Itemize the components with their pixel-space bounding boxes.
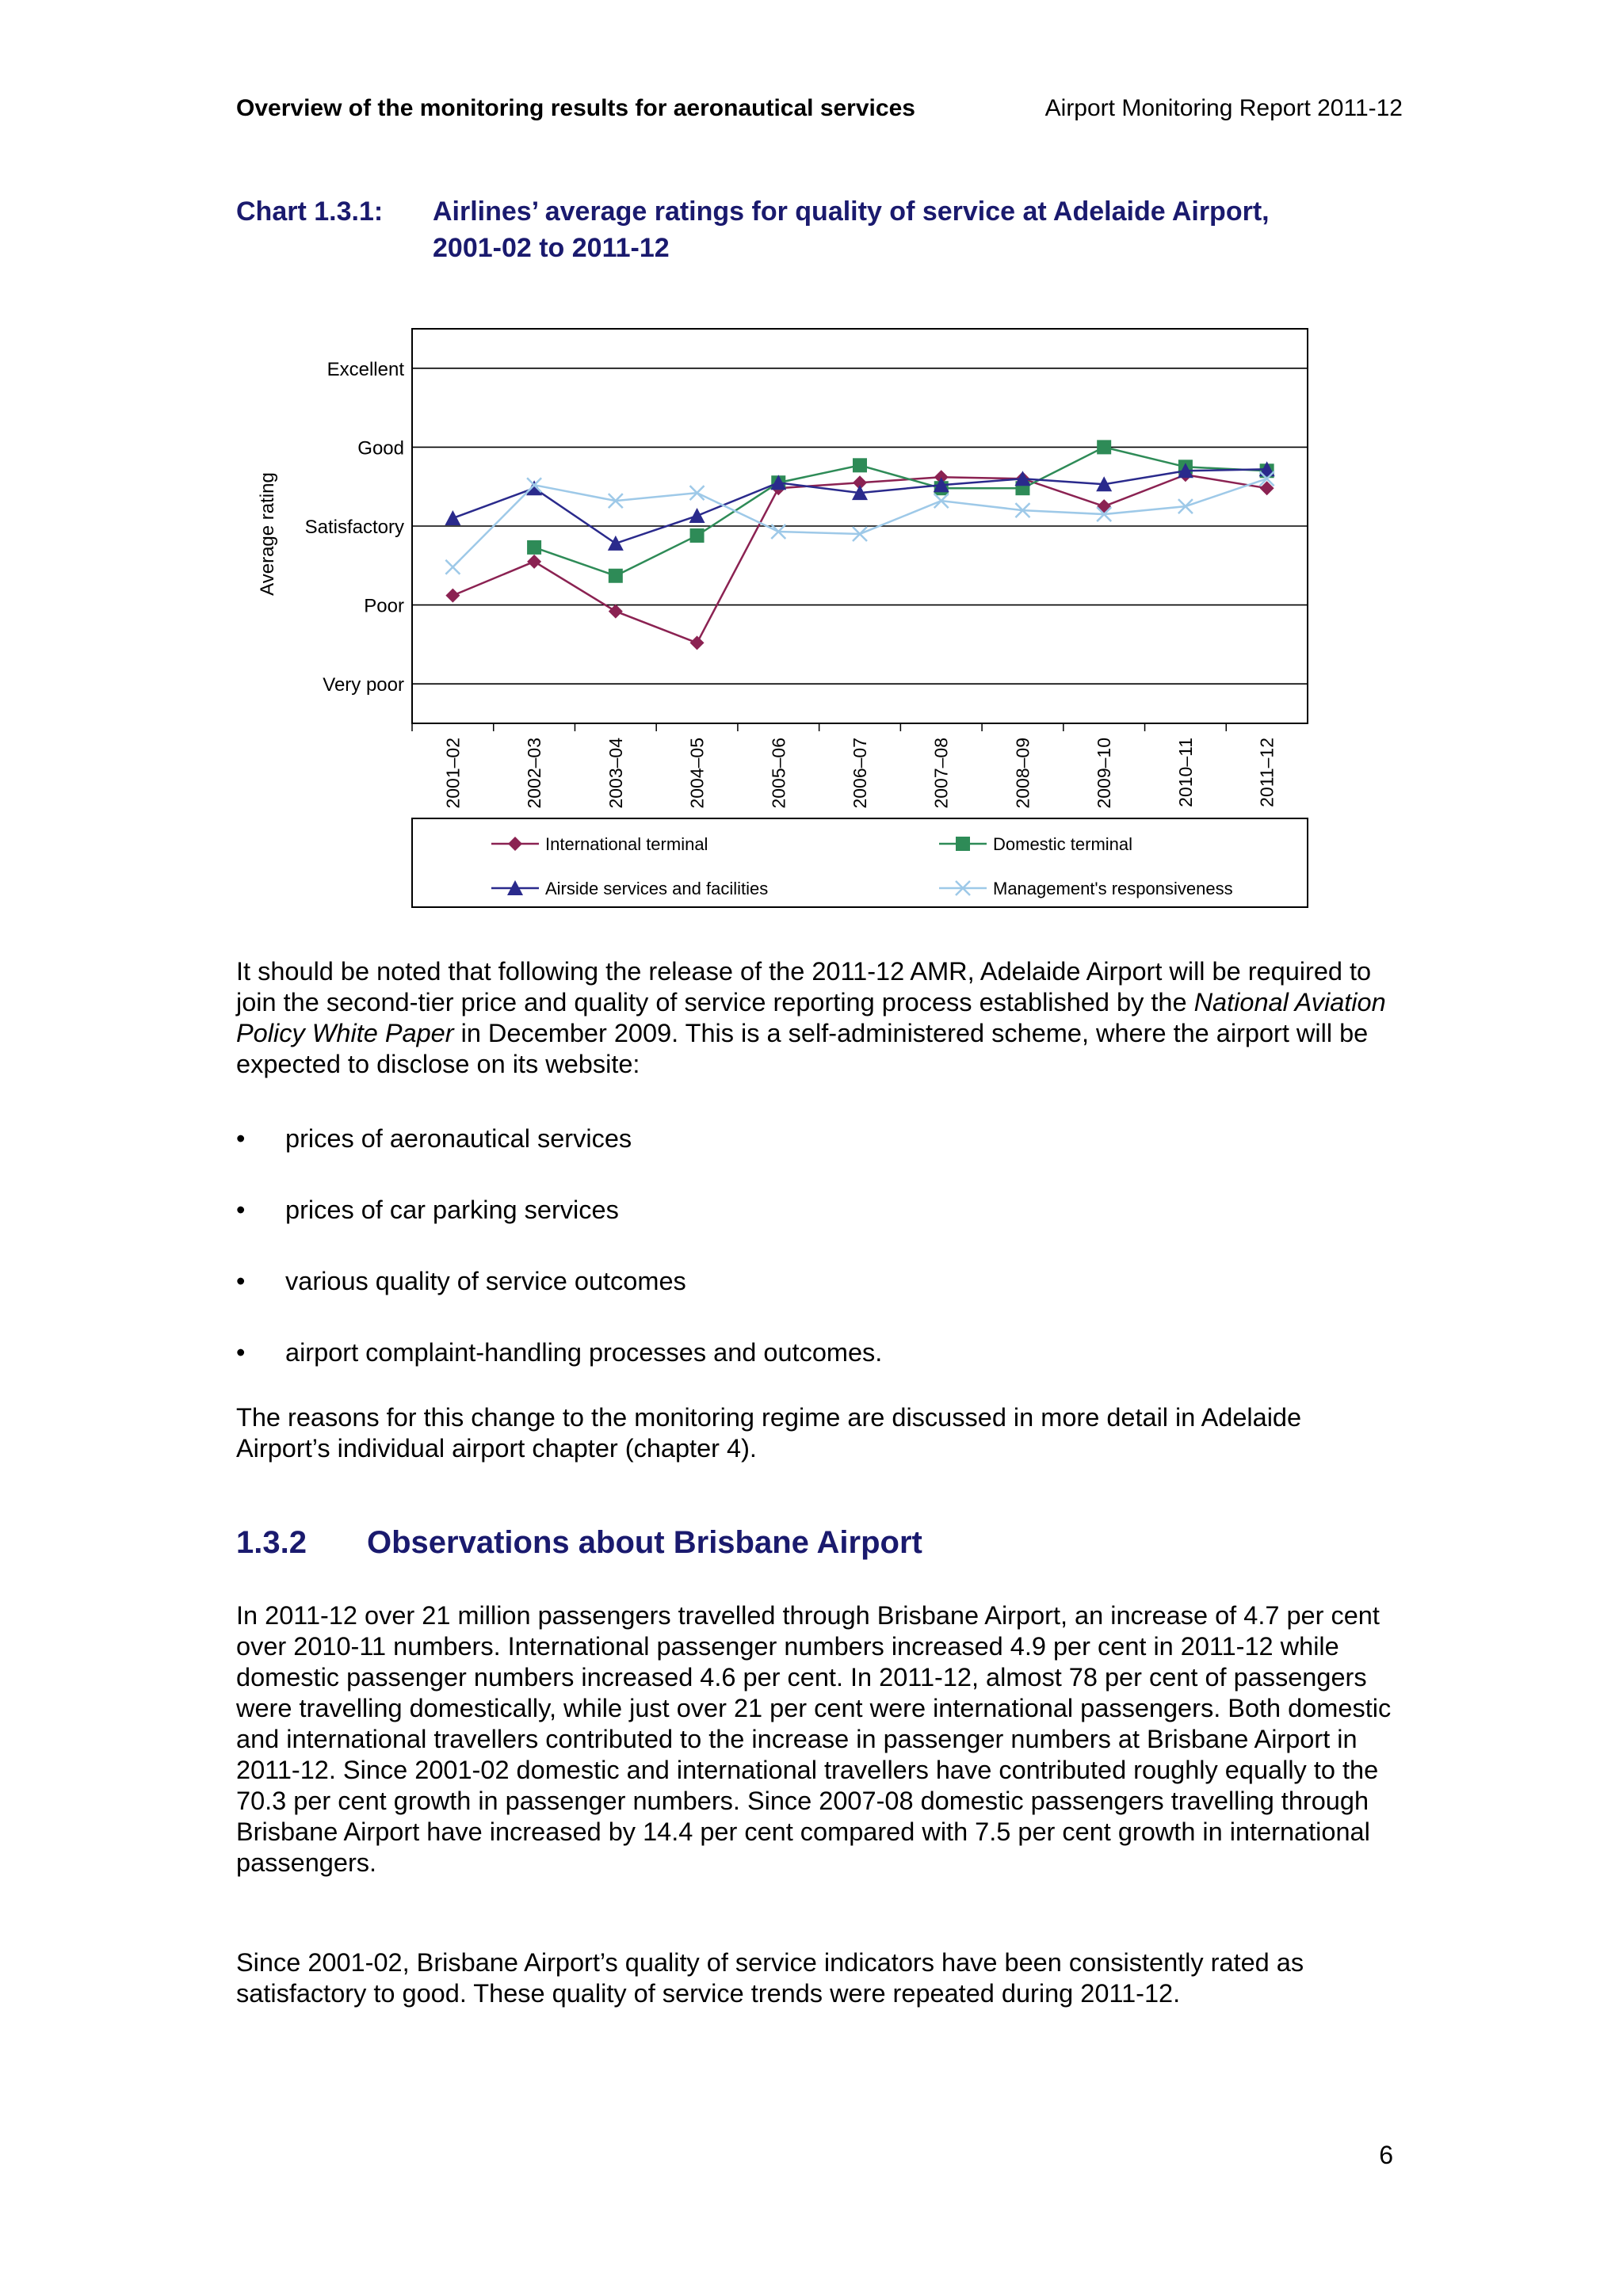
bullet-text: various quality of service outcomes [285,1267,686,1295]
paragraph1-italic: National Aviation Policy White Paper [236,988,1386,1047]
bullet-dot: • [236,1338,246,1367]
legend-label: Management's responsiveness [993,879,1233,898]
paragraph-brisbane-quality: Since 2001-02, Brisbane Airport’s quality of service indicators have been consistently rated as satisfactory to good. These quality of service trends were repeated during 2011-12. [236,1948,1304,2008]
running-header-right: Airport Monitoring Report 2011-12 [1044,95,1403,121]
x-tick-label: 2011–12 [1256,738,1277,807]
paragraph-second-tier-notice [236,956,1393,1080]
bullet-dot: • [236,1267,246,1295]
section-title: Observations about Brisbane Airport [367,1525,922,1560]
running-header-left: Overview of the monitoring results for aeronautical services [236,95,915,121]
legend-marker [956,837,970,851]
legend-label: International terminal [545,834,708,854]
bullet-text: airport complaint-handling processes and outcomes. [285,1338,883,1367]
y-tick-label: Poor [364,595,404,617]
bullet-text: prices of car parking services [285,1196,619,1224]
data-point-series-2 [853,458,867,472]
data-point-series-2 [1097,440,1111,454]
quality-ratings-line-chart [238,321,1331,923]
chart-title-line1: Airlines’ average ratings for quality of service at Adelaide Airport, [433,196,1270,227]
x-tick-label: 2010–11 [1174,738,1196,807]
y-tick-label: Satisfactory [304,517,404,538]
page-number: 6 [1379,2141,1393,2169]
y-tick-label: Very poor [323,674,404,696]
section-number: 1.3.2 [236,1525,307,1560]
chart-title-line2: 2001-02 to 2011-12 [433,233,670,263]
x-tick-label: 2004–05 [686,738,708,809]
x-tick-label: 2007–08 [930,738,952,809]
data-point-series-2 [609,569,623,583]
x-tick-label: 2008–09 [1012,738,1033,809]
x-tick-label: 2005–06 [768,738,789,809]
x-tick-label: 2003–04 [605,738,626,809]
data-point-series-2 [527,540,541,555]
paragraph-brisbane-passengers: In 2011-12 over 21 million passengers travelled through Brisbane Airport, an increase of 4.7 per cent over 2010-11 numbers. International passenger numbers increased 4.9 per cent in 2011-12 while domestic passenger numbers increased 4.6 per cent. In 2011-12, almost 78 per cent of passengers were travelling domestically, while just over 21 per cent were international passengers. Both domestic and international travellers contributed to the increase in passenger numbers at Brisbane Airport in 2011-12. Since 2001-02 domestic and international travellers have contributed roughly equally to the 70.3 per cent growth in passenger numbers. Since 2007-08 domestic passengers travelling through Brisbane Airport have increased by 14.4 per cent compared with 7.5 per cent growth in international passengers. [236,1601,1392,1877]
x-tick-label: 2001–02 [442,738,464,809]
legend-label: Domestic terminal [993,834,1133,854]
bullet-dot: • [236,1124,246,1153]
y-tick-label: Excellent [327,358,404,380]
x-tick-label: 2002–03 [524,738,545,809]
chart-title [433,193,1384,266]
chart-number: Chart 1.3.1: [236,196,384,227]
x-tick-label: 2006–07 [850,738,870,809]
y-tick-label: Good [357,437,404,460]
data-point-series-2 [690,528,705,543]
bullet-text: prices of aeronautical services [285,1124,632,1153]
paragraph1-part2: in December 2009. This is a self-administered scheme, where the airport will be expected to disclose on its website: [236,1019,1369,1078]
y-axis-label: Average rating [257,472,278,596]
paragraph1-part1: It should be noted that following the release of the 2011-12 AMR, Adelaide Airport will be required to join the second-tier price and quality of service reporting process established by the [236,957,1372,1016]
bullet-dot: • [236,1196,246,1224]
legend-label: Airside services and facilities [545,879,769,898]
x-tick-label: 2009–10 [1094,738,1115,809]
paragraph-change-reasons: The reasons for this change to the monitoring regime are discussed in more detail in Adelaide Airport’s individual airport chapter (chapter 4). [236,1403,1302,1463]
